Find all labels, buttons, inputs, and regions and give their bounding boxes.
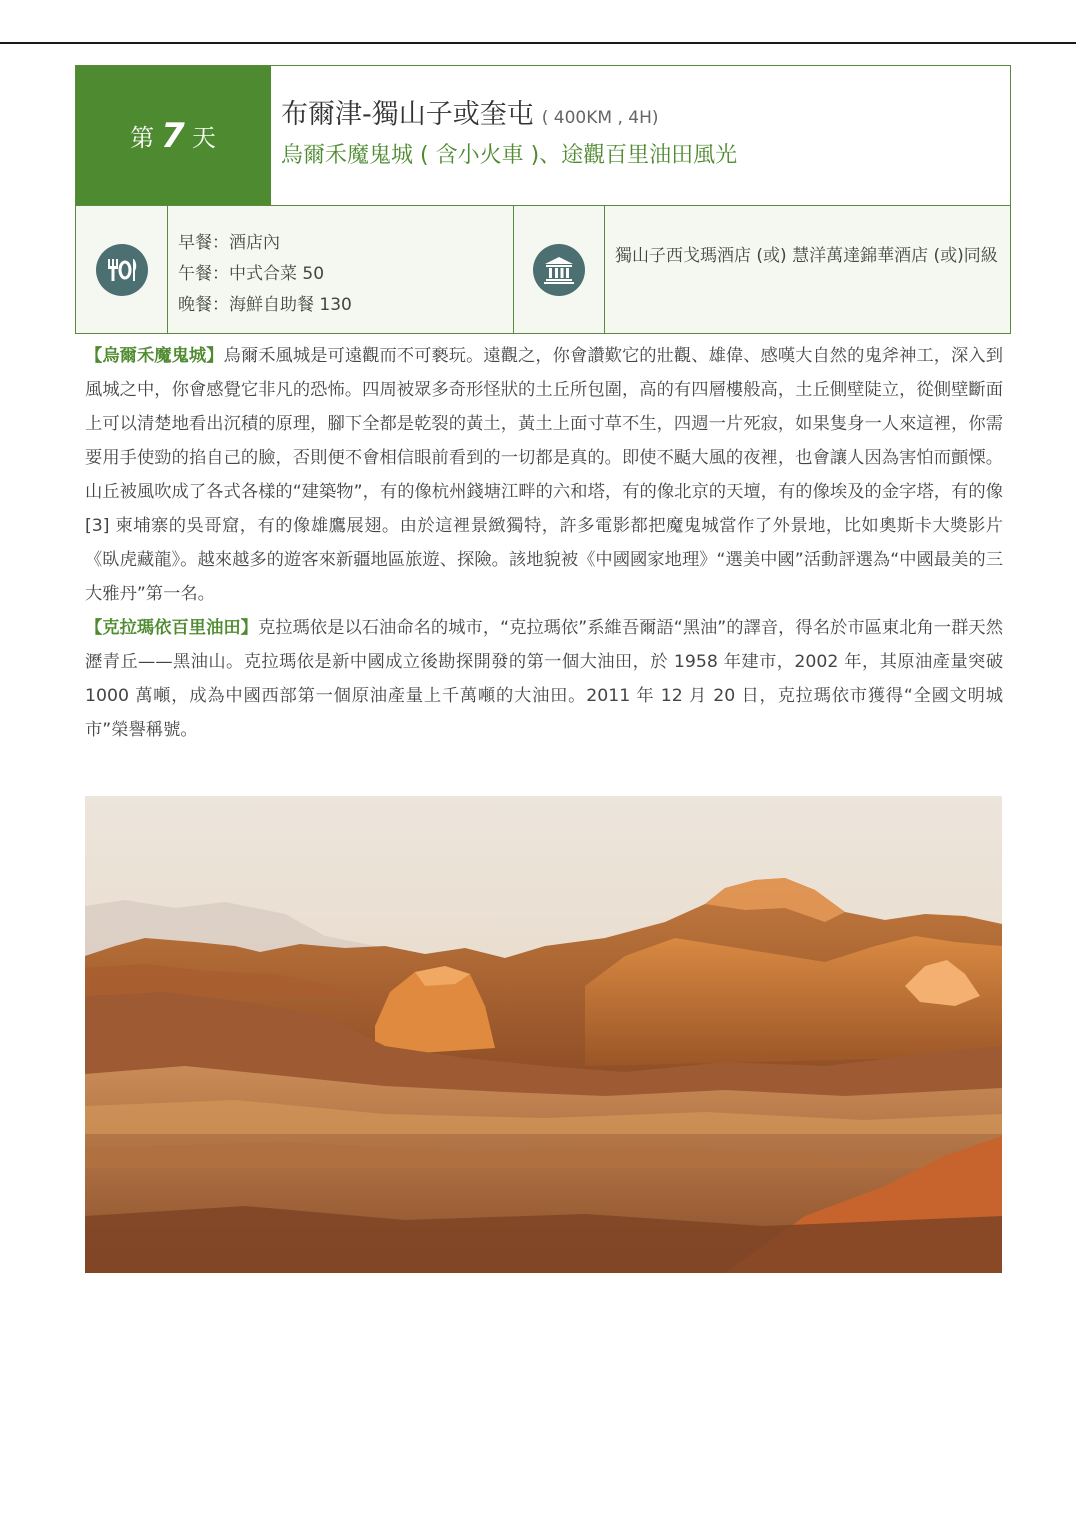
meals-cell — [168, 206, 514, 333]
section-body: 克拉瑪依是以石油命名的城市，“克拉瑪依”系維吾爾語“黑油”的譯音，得名於市區東北角一群天然瀝青丘——黑油山。克拉瑪依是新中國成立後勘探開發的第一個大油田，於 1958 年建市，2002 年，其原油產量突破 1000 萬噸，成為中國西部第一個原油產量上千萬噸的大油田。2011 年 12 月 20 日，克拉瑪依市獲得“全國文明城市”榮譽稱號。 — [85, 618, 1003, 740]
day-header — [75, 65, 1011, 206]
building-icon — [533, 244, 585, 296]
day-number: 7 — [161, 115, 186, 156]
content — [85, 339, 1003, 747]
cutlery-icon — [96, 244, 148, 296]
hotel-cell — [605, 206, 1010, 333]
route-name: 布爾津-獨山子或奎屯 — [281, 99, 534, 130]
day-prefix: 第 — [130, 124, 156, 152]
section-body: 烏爾禾風城是可遠觀而不可褻玩。遠觀之，你會讚歎它的壯觀、雄偉、感嘆大自然的鬼斧神工，深入到風城之中，你會感覺它非凡的恐怖。四周被眾多奇形怪狀的土丘所包圍，高的有四層樓般高，土丘側壁陡立，從側壁斷面上可以清楚地看出沉積的原理，腳下全都是乾裂的黃土，黃土上面寸草不生，四週一片死寂，如果隻身一人來這裡，你需要用手使勁的掐自己的臉，否則便不會相信眼前看到的一切都是真的。即使不颳大風的夜裡，也會讓人因為害怕而顫慄。山丘被風吹成了各式各樣的“建築物”，有的像杭州錢塘江畔的六和塔，有的像北京的天壇，有的像埃及的金字塔，有的像[3] 柬埔寨的吳哥窟，有的像雄鷹展翅。由於這裡景緻獨特，許多電影都把魔鬼城當作了外景地，比如奧斯卡大獎影片《臥虎藏龍》。越來越多的遊客來新疆地區旅遊、探險。該地貌被《中國國家地理》“選美中國”活動評選為“中國最美的三大雅丹”第一名。 — [85, 346, 1003, 604]
section-paragraph — [85, 611, 1003, 747]
info-row — [75, 206, 1011, 334]
day-titles — [271, 66, 737, 205]
hotel-icon-cell — [514, 206, 605, 333]
route-subtitle: 烏爾禾魔鬼城 ( 含小火車 )、途觀百里油田風光 — [281, 143, 738, 168]
breakfast-text: 早餐：酒店內 — [178, 233, 280, 253]
day-badge — [76, 66, 271, 205]
dinner-text: 晚餐：海鮮自助餐 130 — [178, 295, 352, 315]
section-heading: 【烏爾禾魔鬼城】 — [85, 346, 224, 366]
lunch-text: 午餐：中式合菜 50 — [178, 264, 325, 284]
top-rule — [0, 42, 1076, 44]
route-distance: ( 400KM , 4H) — [541, 108, 659, 128]
section-heading: 【克拉瑪依百里油田】 — [85, 618, 258, 638]
landscape-photo — [85, 796, 1002, 1273]
section-paragraph — [85, 339, 1003, 611]
hotel-text: 獨山子西戈瑪酒店 (或) 慧洋萬達錦華酒店 (或)同級 — [615, 246, 998, 266]
day-suffix: 天 — [191, 124, 217, 152]
meal-icon-cell — [76, 206, 168, 333]
route-title — [281, 98, 737, 135]
